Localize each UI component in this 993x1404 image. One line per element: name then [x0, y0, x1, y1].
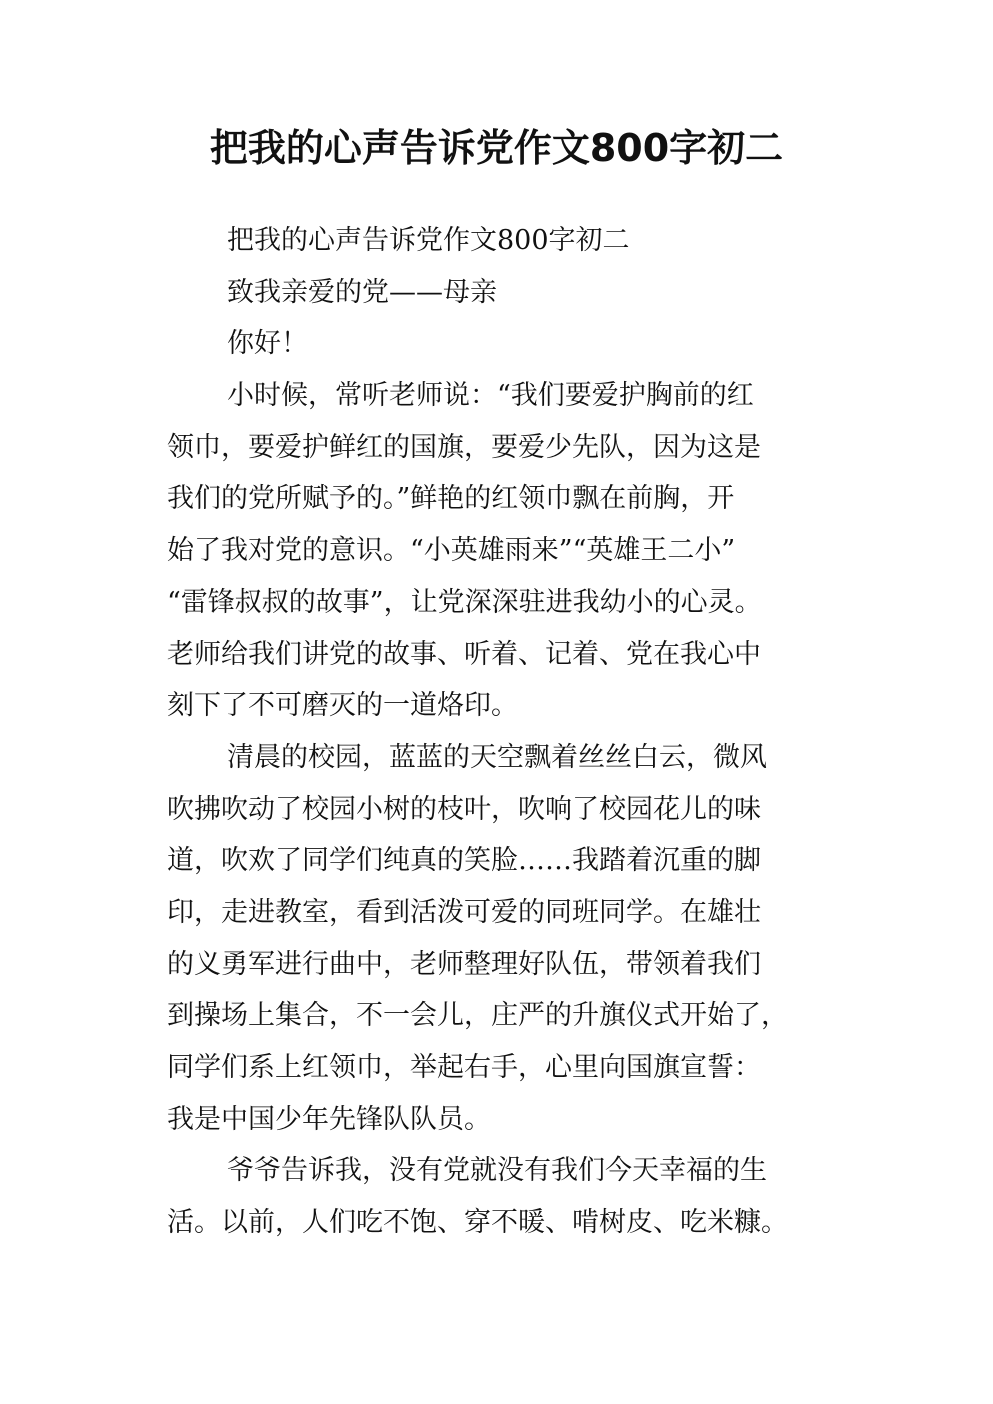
paragraph-line: 始了我对党的意识。“小英雄雨来”“英雄王二小”	[167, 535, 736, 567]
document-body	[167, 215, 832, 1249]
paragraph-line: 我们的党所赋予的。”鲜艳的红领巾飘在前胸，开	[167, 483, 735, 515]
paragraph-line: 领巾，要爱护鲜红的国旗，要爱少先队，因为这是	[167, 431, 761, 463]
paragraph-line: 的义勇军进行曲中，老师整理好队伍，带领着我们	[167, 948, 761, 980]
paragraph-line: 清晨的校园，蓝蓝的天空飘着丝丝白云，微风	[227, 741, 767, 773]
paragraph-line: 同学们系上红领巾，举起右手，心里向国旗宣誓：	[167, 1052, 761, 1083]
paragraph-line: 我是中国少年先锋队队员。	[167, 1103, 491, 1135]
paragraph-line: 爷爷告诉我，没有党就没有我们今天幸福的生	[227, 1155, 767, 1187]
paragraph-line: 小时候，常听老师说：“我们要爱护胸前的红	[227, 380, 754, 412]
paragraph-line: 刻下了不可磨灭的一道烙印。	[167, 690, 518, 722]
paragraph-line: 道，吹欢了同学们纯真的笑脸……我踏着沉重的脚	[167, 845, 761, 877]
paragraph-line: “雷锋叔叔的故事”，让党深深驻进我幼小的心灵。	[167, 586, 762, 618]
subtitle-line: 把我的心声告诉党作文800字初二	[227, 225, 630, 256]
paragraph-line: 印，走进教室，看到活泼可爱的同班同学。在雄壮	[167, 896, 761, 928]
paragraph-line: 吹拂吹动了校园小树的枝叶，吹响了校园花儿的味	[167, 793, 761, 825]
paragraph-line: 老师给我们讲党的故事、听着、记着、党在我心中	[167, 638, 761, 670]
salutation-line: 致我亲爱的党——母亲	[227, 276, 497, 308]
paragraph-line: 到操场上集合，不一会儿，庄严的升旗仪式开始了，	[167, 1000, 788, 1032]
greeting-line: 你好！	[227, 328, 308, 360]
document-title: 把我的心声告诉党作文800字初二	[209, 126, 784, 170]
paragraph-line: 活。以前，人们吃不饱、穿不暖、啃树皮、吃米糠。	[167, 1207, 788, 1239]
